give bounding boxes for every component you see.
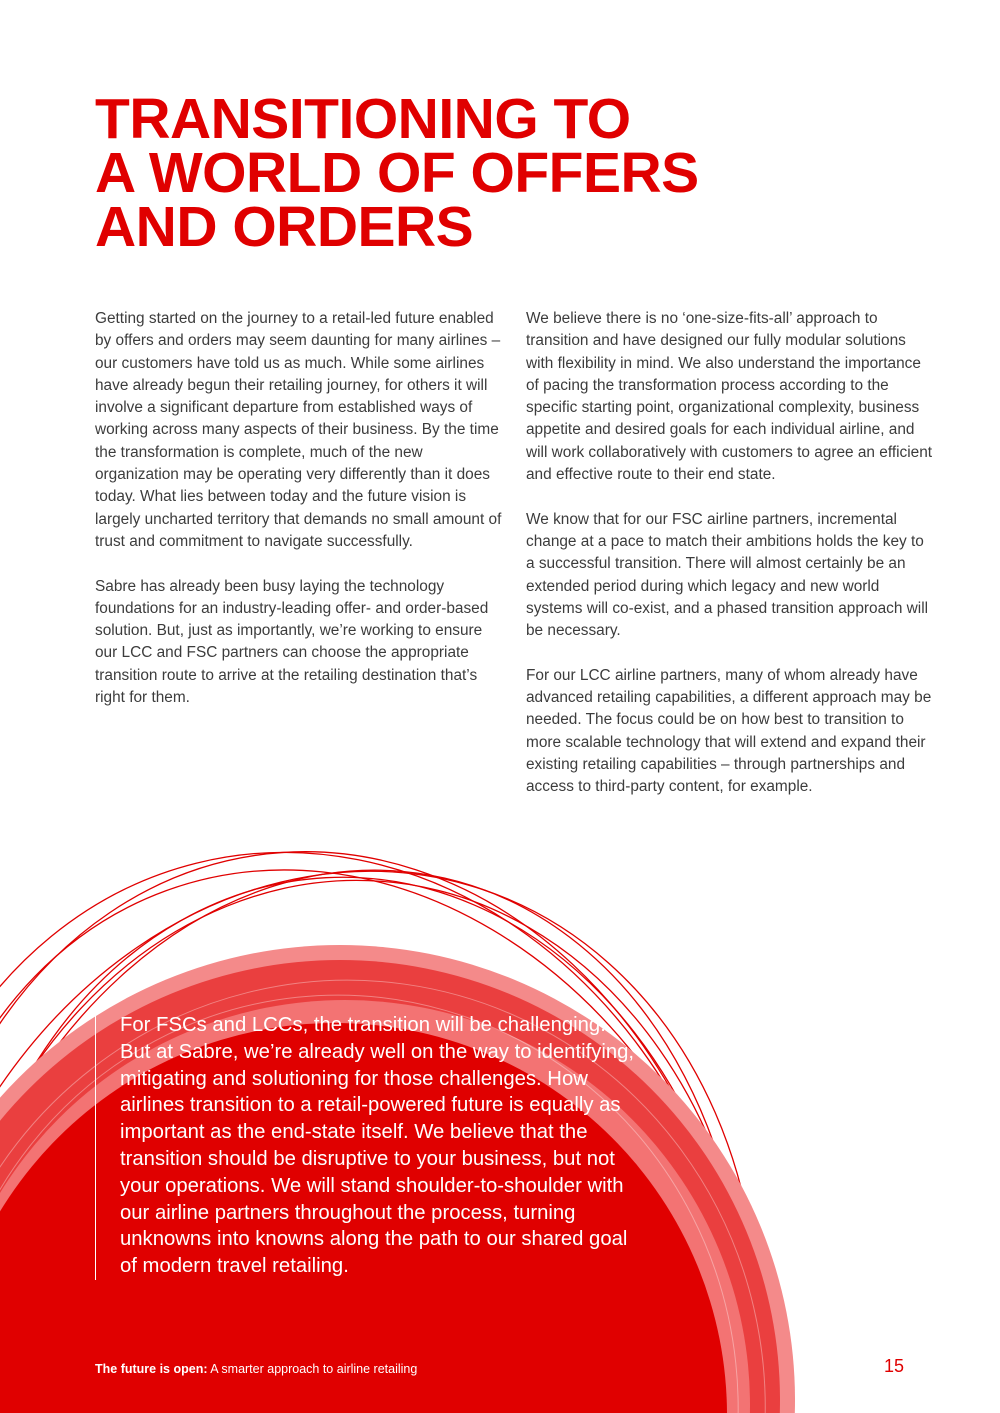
page-title-line-3: AND ORDERS xyxy=(95,195,474,259)
page-title-line-2: A WORLD OF OFFERS xyxy=(95,141,699,205)
body-paragraph: Sabre has already been busy laying the technology foundations for an industry-leading offer- and order-based solution. But, just as importantly, we’re working to ensure our LCC and FSC partners can choose the appropriate transition route to arrive at the retailing destination that’s right for them. xyxy=(95,577,489,707)
body-paragraph: For our LCC airline partners, many of whom already have advanced retailing capabilities, a different approach may be needed. The focus could be on how best to transition to more scalable technology that will extend and expand their existing retailing capabilities – through partnerships and access to third-party content, for example. xyxy=(526,666,932,796)
pull-quote xyxy=(95,1012,640,1280)
footer-publication-title: The future is open: xyxy=(95,1362,208,1376)
body-paragraph: We believe there is no ‘one-size-fits-all’ approach to transition and have designed our fully modular solutions with flexibility in mind. We also understand the importance of pacing the transformation process according to the specific starting point, organizational complexity, business appetite and desired goals for each individual airline, and will work collaboratively with customers to agree an efficient and effective route to their end state. xyxy=(526,310,933,484)
page-number: 15 xyxy=(884,1356,905,1376)
page-title-line-1: TRANSITIONING TO xyxy=(95,87,631,151)
body-paragraph: We know that for our FSC airline partners, incremental change at a pace to match their ambitions holds the key to a successful transition. There will almost certainly be an extended period during which legacy and new world systems will co-exist, and a phased transition approach will be necessary. xyxy=(526,510,929,640)
footer-subtitle: A smarter approach to airline retailing xyxy=(207,1362,418,1376)
pull-quote-text: For FSCs and LCCs, the transition will be challenging. But at Sabre, we’re already well on the way to identifying, mitigating and solutioning for those challenges. How airlines transition to a retail-powered future is equally as important as the end-state itself. We believe that the transition should be disruptive to your business, but not your operations. We will stand shoulder-to-shoulder with our airline partners throughout the process, turning unknowns into knowns along the path to our shared goal of modern travel retailing. xyxy=(120,1014,635,1278)
footer xyxy=(95,1362,417,1376)
body-paragraph: Getting started on the journey to a retail-led future enabled by offers and orders may seem daunting for many airlines – our customers have told us as much. While some airlines have already begun their retailing journey, for others it will involve a significant departure from established ways of working across many aspects of their business. By the time the transformation is complete, much of the new organization may be operating very differently than it does today. What lies between today and the future vision is largely uncharted territory that demands no small amount of trust and commitment to navigate successfully. xyxy=(95,310,502,550)
